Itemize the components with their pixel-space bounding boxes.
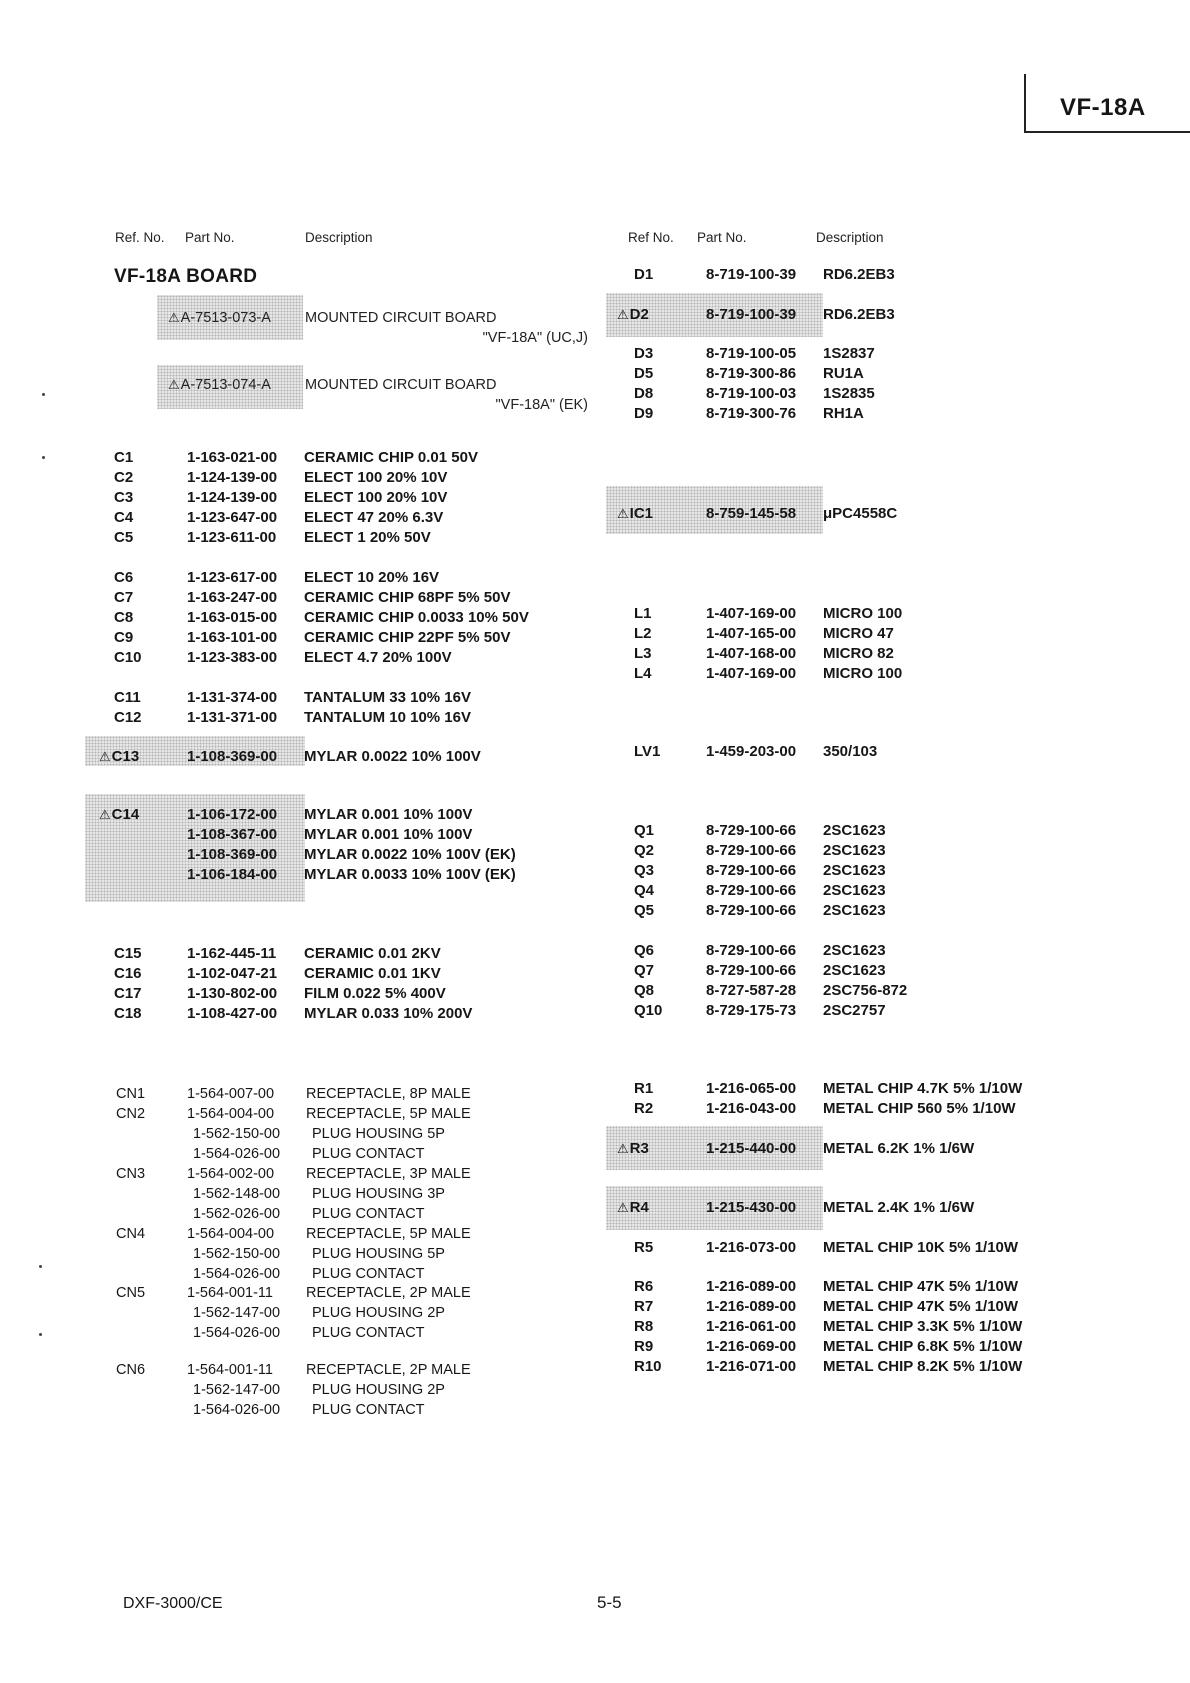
part-no: 8-729-100-66 — [706, 962, 797, 979]
title-border-vertical — [1024, 74, 1026, 132]
ref-no: Q3 — [634, 862, 655, 879]
description: METAL CHIP 47K 5% 1/10W — [823, 1278, 1019, 1295]
description: RU1A — [823, 365, 864, 382]
description: 2SC756-872 — [823, 982, 908, 999]
ref-no: CN4 — [116, 1226, 146, 1242]
warning-icon: ⚠ — [617, 506, 629, 521]
ref-no: R10 — [634, 1358, 662, 1375]
margin-speck — [39, 1265, 42, 1268]
header-desc-left: Description — [305, 230, 373, 245]
description: 2SC1623 — [823, 902, 886, 919]
ref-no: CN3 — [116, 1166, 146, 1182]
description: RECEPTACLE, 3P MALE — [306, 1166, 471, 1182]
description: MICRO 100 — [823, 605, 903, 622]
part-no: 1-564-007-00 — [187, 1086, 275, 1102]
part-no: 1-564-002-00 — [187, 1166, 275, 1182]
description: CERAMIC CHIP 22PF 5% 50V — [304, 629, 511, 646]
part-no: 1-216-043-00 — [706, 1100, 797, 1117]
description: RD6.2EB3 — [823, 306, 895, 323]
margin-speck — [42, 393, 45, 396]
header-part-right: Part No. — [697, 230, 747, 245]
description: 2SC2757 — [823, 1002, 886, 1019]
part-no: 1-106-184-00 — [187, 866, 278, 883]
margin-speck — [39, 1333, 42, 1336]
ref-no: ⚠D2 — [617, 306, 649, 323]
part-no: 1-564-004-00 — [187, 1226, 275, 1242]
ref-no: ⚠R3 — [617, 1140, 649, 1157]
description: METAL CHIP 10K 5% 1/10W — [823, 1239, 1019, 1256]
part-no: 8-729-175-73 — [706, 1002, 797, 1019]
description: RD6.2EB3 — [823, 266, 895, 283]
ref-no: C5 — [114, 529, 134, 546]
ref-no: D8 — [634, 385, 654, 402]
model-title: VF-18A — [1060, 94, 1146, 121]
part-no: 1-216-061-00 — [706, 1318, 797, 1335]
part-no: 1-564-001-11 — [187, 1285, 273, 1301]
mounted-board-desc: MOUNTED CIRCUIT BOARD — [305, 377, 497, 393]
part-no: 1-108-369-00 — [187, 846, 278, 863]
warning-icon: ⚠ — [617, 1141, 629, 1156]
part-no: 1-216-089-00 — [706, 1278, 797, 1295]
description: METAL CHIP 3.3K 5% 1/10W — [823, 1318, 1023, 1335]
part-no: 1-106-172-00 — [187, 806, 278, 823]
part-no: 8-719-300-76 — [706, 405, 797, 422]
description: 2SC1623 — [823, 882, 886, 899]
board-title: VF-18A BOARD — [114, 266, 258, 287]
description: MICRO 47 — [823, 625, 894, 642]
description: 2SC1623 — [823, 962, 886, 979]
part-no: 1-564-004-00 — [187, 1106, 275, 1122]
description: RECEPTACLE, 2P MALE — [306, 1285, 471, 1301]
part-no: 1-102-047-21 — [187, 965, 278, 982]
ref-no: R5 — [634, 1239, 654, 1256]
description: CERAMIC CHIP 68PF 5% 50V — [304, 589, 511, 606]
ref-no: C1 — [114, 449, 134, 466]
part-no: 1-564-001-11 — [187, 1362, 273, 1378]
part-no: 1-562-150-00 — [193, 1126, 281, 1142]
ref-no: R2 — [634, 1100, 654, 1117]
ref-no: Q1 — [634, 822, 655, 839]
part-no: 1-459-203-00 — [706, 743, 797, 760]
ref-no: D9 — [634, 405, 654, 422]
description: ELECT 47 20% 6.3V — [304, 509, 444, 526]
ref-no: CN5 — [116, 1285, 146, 1301]
description: RH1A — [823, 405, 864, 422]
description: METAL CHIP 4.7K 5% 1/10W — [823, 1080, 1023, 1097]
ref-no: ⚠C14 — [99, 806, 140, 823]
part-no: 1-562-147-00 — [193, 1305, 281, 1321]
description: RECEPTACLE, 2P MALE — [306, 1362, 471, 1378]
warning-icon: ⚠ — [99, 807, 111, 822]
part-no: 1-562-148-00 — [193, 1186, 281, 1202]
ref-no: C3 — [114, 489, 134, 506]
ref-no: ⚠IC1 — [617, 505, 653, 522]
ref-no: D3 — [634, 345, 654, 362]
ref-no: C11 — [114, 689, 141, 706]
description: METAL 2.4K 1% 1/6W — [823, 1199, 975, 1216]
header-part-left: Part No. — [185, 230, 235, 245]
description: TANTALUM 33 10% 16V — [304, 689, 471, 706]
description: METAL CHIP 560 5% 1/10W — [823, 1100, 1016, 1117]
part-no: 1-131-371-00 — [187, 709, 278, 726]
ref-no: Q2 — [634, 842, 655, 859]
part-no: 1-124-139-00 — [187, 489, 278, 506]
ref-no: C2 — [114, 469, 134, 486]
description: ELECT 100 20% 10V — [304, 489, 448, 506]
part-no: 1-562-150-00 — [193, 1246, 281, 1262]
part-no: 1-564-026-00 — [193, 1402, 281, 1418]
part-no: 1-131-374-00 — [187, 689, 278, 706]
ref-no: L3 — [634, 645, 652, 662]
ref-no: C4 — [114, 509, 134, 526]
ref-no: R9 — [634, 1338, 654, 1355]
ref-no: D5 — [634, 365, 654, 382]
description: PLUG CONTACT — [312, 1402, 425, 1418]
ref-no: R8 — [634, 1318, 654, 1335]
description: CERAMIC CHIP 0.01 50V — [304, 449, 478, 466]
description: TANTALUM 10 10% 16V — [304, 709, 471, 726]
title-border-horizontal — [1024, 131, 1190, 133]
ref-no: Q5 — [634, 902, 655, 919]
part-no: 1-123-617-00 — [187, 569, 278, 586]
part-no: 1-163-247-00 — [187, 589, 278, 606]
mounted-board-part: ⚠A-7513-074-A — [168, 377, 271, 393]
description: MYLAR 0.0033 10% 100V (EK) — [304, 866, 516, 883]
ref-no: C9 — [114, 629, 134, 646]
ref-no: D1 — [634, 266, 654, 283]
description: MICRO 82 — [823, 645, 894, 662]
ref-no: CN1 — [116, 1086, 146, 1102]
part-no: 1-216-071-00 — [706, 1358, 797, 1375]
part-no: 8-719-100-39 — [706, 306, 797, 323]
header-ref-left: Ref. No. — [115, 230, 165, 245]
description: MYLAR 0.001 10% 100V — [304, 826, 473, 843]
part-no: 1-163-015-00 — [187, 609, 278, 626]
description: ELECT 10 20% 16V — [304, 569, 440, 586]
part-no: 1-123-611-00 — [187, 529, 277, 546]
part-no: 1-564-026-00 — [193, 1266, 281, 1282]
part-no: 1-130-802-00 — [187, 985, 278, 1002]
ref-no: ⚠C13 — [99, 748, 140, 765]
part-no: 8-759-145-58 — [706, 505, 797, 522]
part-no: 1-215-440-00 — [706, 1140, 797, 1157]
part-no: 8-729-100-66 — [706, 862, 797, 879]
ref-no: C18 — [114, 1005, 142, 1022]
description: MYLAR 0.0022 10% 100V (EK) — [304, 846, 516, 863]
part-no: 8-727-587-28 — [706, 982, 797, 999]
description: METAL CHIP 47K 5% 1/10W — [823, 1298, 1019, 1315]
mounted-board-desc: MOUNTED CIRCUIT BOARD — [305, 310, 497, 326]
ref-no: C15 — [114, 945, 142, 962]
part-no: 1-123-647-00 — [187, 509, 278, 526]
description: ELECT 4.7 20% 100V — [304, 649, 452, 666]
description: RECEPTACLE, 8P MALE — [306, 1086, 471, 1102]
part-no: 1-216-089-00 — [706, 1298, 797, 1315]
part-no: 1-562-147-00 — [193, 1382, 281, 1398]
description: CERAMIC CHIP 0.0033 10% 50V — [304, 609, 529, 626]
ref-no: ⚠R4 — [617, 1199, 649, 1216]
description: MYLAR 0.033 10% 200V — [304, 1005, 473, 1022]
description: PLUG HOUSING 3P — [312, 1186, 445, 1202]
description: RECEPTACLE, 5P MALE — [306, 1106, 471, 1122]
header-ref-right: Ref No. — [628, 230, 674, 245]
part-no: 1-108-427-00 — [187, 1005, 278, 1022]
description: 2SC1623 — [823, 842, 886, 859]
description: 350/103 — [823, 743, 878, 760]
description: CERAMIC 0.01 1KV — [304, 965, 441, 982]
ref-no: C7 — [114, 589, 134, 606]
part-no: 8-729-100-66 — [706, 882, 797, 899]
ref-no: Q8 — [634, 982, 655, 999]
description: PLUG CONTACT — [312, 1266, 425, 1282]
part-no: 1-407-169-00 — [706, 605, 797, 622]
description: PLUG CONTACT — [312, 1325, 425, 1341]
description: PLUG HOUSING 5P — [312, 1246, 445, 1262]
description: MYLAR 0.0022 10% 100V — [304, 748, 481, 765]
header-desc-right: Description — [816, 230, 884, 245]
page-number: 5-5 — [597, 1593, 622, 1612]
description: RECEPTACLE, 5P MALE — [306, 1226, 471, 1242]
ref-no: R7 — [634, 1298, 654, 1315]
part-no: 1-163-101-00 — [187, 629, 278, 646]
part-no: 1-108-369-00 — [187, 748, 278, 765]
part-no: 8-719-100-39 — [706, 266, 797, 283]
part-no: 8-729-100-66 — [706, 822, 797, 839]
ref-no: C17 — [114, 985, 142, 1002]
part-no: 1-407-165-00 — [706, 625, 797, 642]
description: 1S2837 — [823, 345, 875, 362]
part-no: 1-562-026-00 — [193, 1206, 281, 1222]
part-no: 1-123-383-00 — [187, 649, 278, 666]
ref-no: R1 — [634, 1080, 654, 1097]
part-no: 1-216-069-00 — [706, 1338, 797, 1355]
mounted-board-part: ⚠A-7513-073-A — [168, 310, 271, 326]
ref-no: C8 — [114, 609, 134, 626]
part-no: 8-729-100-66 — [706, 842, 797, 859]
ref-no: C6 — [114, 569, 134, 586]
part-no: 1-163-021-00 — [187, 449, 278, 466]
part-no: 1-108-367-00 — [187, 826, 278, 843]
part-no: 1-124-139-00 — [187, 469, 278, 486]
description: PLUG HOUSING 2P — [312, 1305, 445, 1321]
part-no: 1-407-168-00 — [706, 645, 797, 662]
mounted-board-note: "VF-18A" (EK) — [495, 397, 588, 413]
ref-no: CN6 — [116, 1362, 146, 1378]
description: PLUG HOUSING 2P — [312, 1382, 445, 1398]
ref-no: R6 — [634, 1278, 654, 1295]
description: PLUG CONTACT — [312, 1146, 425, 1162]
mounted-board-note: "VF-18A" (UC,J) — [482, 330, 588, 346]
ref-no: L4 — [634, 665, 652, 682]
description: μPC4558C — [823, 505, 898, 522]
description: PLUG CONTACT — [312, 1206, 425, 1222]
ref-no: L1 — [634, 605, 652, 622]
part-no: 8-719-100-05 — [706, 345, 797, 362]
description: PLUG HOUSING 5P — [312, 1126, 445, 1142]
part-no: 1-216-073-00 — [706, 1239, 797, 1256]
description: ELECT 1 20% 50V — [304, 529, 431, 546]
warning-icon: ⚠ — [99, 749, 111, 764]
part-no: 8-719-300-86 — [706, 365, 797, 382]
description: 2SC1623 — [823, 862, 886, 879]
description: 1S2835 — [823, 385, 875, 402]
description: MICRO 100 — [823, 665, 903, 682]
part-no: 8-719-100-03 — [706, 385, 797, 402]
ref-no: CN2 — [116, 1106, 146, 1122]
part-no: 8-729-100-66 — [706, 902, 797, 919]
part-no: 1-564-026-00 — [193, 1146, 281, 1162]
ref-no: Q6 — [634, 942, 655, 959]
warning-icon: ⚠ — [168, 310, 180, 325]
ref-no: Q7 — [634, 962, 655, 979]
ref-no: Q10 — [634, 1002, 663, 1019]
description: ELECT 100 20% 10V — [304, 469, 448, 486]
description: 2SC1623 — [823, 822, 886, 839]
description: METAL 6.2K 1% 1/6W — [823, 1140, 975, 1157]
description: MYLAR 0.001 10% 100V — [304, 806, 473, 823]
description: 2SC1623 — [823, 942, 886, 959]
part-no: 1-216-065-00 — [706, 1080, 797, 1097]
description: CERAMIC 0.01 2KV — [304, 945, 441, 962]
ref-no: C16 — [114, 965, 142, 982]
description: FILM 0.022 5% 400V — [304, 985, 446, 1002]
part-no: 1-162-445-11 — [187, 945, 277, 962]
ref-no: C10 — [114, 649, 142, 666]
description: METAL CHIP 8.2K 5% 1/10W — [823, 1358, 1023, 1375]
margin-speck — [42, 456, 45, 459]
description: METAL CHIP 6.8K 5% 1/10W — [823, 1338, 1023, 1355]
footer-doc-id: DXF-3000/CE — [123, 1595, 223, 1612]
warning-icon: ⚠ — [617, 307, 629, 322]
ref-no: Q4 — [634, 882, 655, 899]
ref-no: C12 — [114, 709, 142, 726]
part-no: 1-407-169-00 — [706, 665, 797, 682]
warning-icon: ⚠ — [168, 377, 180, 392]
part-no: 1-564-026-00 — [193, 1325, 281, 1341]
ref-no: LV1 — [634, 743, 661, 760]
warning-icon: ⚠ — [617, 1200, 629, 1215]
ref-no: L2 — [634, 625, 652, 642]
part-no: 1-215-430-00 — [706, 1199, 797, 1216]
part-no: 8-729-100-66 — [706, 942, 797, 959]
